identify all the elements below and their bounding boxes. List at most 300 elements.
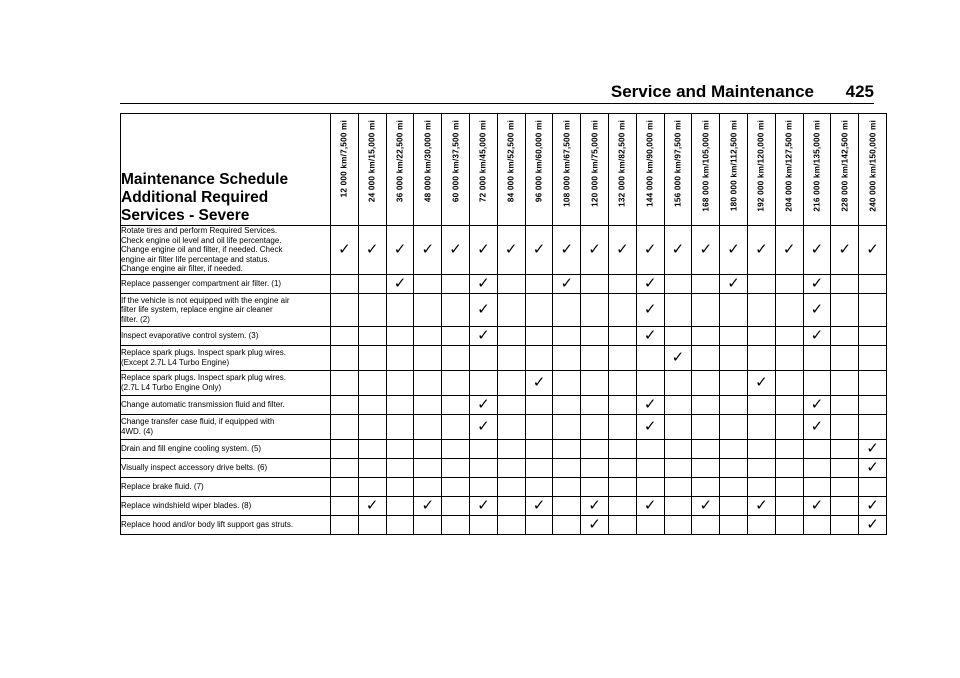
interval-header <box>775 114 803 226</box>
schedule-cell <box>442 226 470 275</box>
checkmark-icon: ✓ <box>643 495 657 514</box>
interval-header <box>831 114 859 226</box>
schedule-cell <box>497 226 525 275</box>
interval-header <box>636 114 664 226</box>
schedule-cell <box>386 395 414 414</box>
schedule-cell <box>581 274 609 293</box>
schedule-cell <box>414 293 442 326</box>
interval-header <box>692 114 720 226</box>
schedule-cell <box>386 370 414 395</box>
table-row <box>121 414 887 439</box>
schedule-cell <box>859 274 887 293</box>
schedule-cell <box>747 477 775 496</box>
schedule-cell <box>859 226 887 275</box>
checkmark-icon: ✓ <box>727 239 740 258</box>
schedule-cell <box>414 274 442 293</box>
section-title: Service and Maintenance <box>610 82 814 101</box>
checkmark-icon: ✓ <box>588 495 601 514</box>
table-title: Maintenance Schedule Additional Required Services - Severe <box>121 171 289 224</box>
schedule-cell <box>553 395 581 414</box>
checkmark-icon: ✓ <box>866 514 879 533</box>
schedule-cell <box>386 477 414 496</box>
checkmark-icon: ✓ <box>393 273 407 292</box>
schedule-cell <box>581 458 609 477</box>
schedule-cell <box>831 439 859 458</box>
schedule-cell <box>581 395 609 414</box>
schedule-cell <box>497 326 525 345</box>
schedule-cell <box>859 395 887 414</box>
schedule-cell <box>747 458 775 477</box>
schedule-cell <box>525 345 553 370</box>
interval-label: 192 000 km/120,000 mi <box>756 120 766 212</box>
page-number: 425 <box>845 82 874 101</box>
checkmark-icon: ✓ <box>477 394 490 413</box>
schedule-cell <box>720 370 748 395</box>
schedule-cell <box>358 395 386 414</box>
schedule-cell <box>358 414 386 439</box>
schedule-cell <box>831 458 859 477</box>
schedule-cell <box>442 274 470 293</box>
schedule-cell <box>553 496 581 515</box>
schedule-cell <box>553 293 581 326</box>
schedule-cell <box>831 326 859 345</box>
schedule-cell <box>720 293 748 326</box>
interval-label: 72 000 km/45,000 mi <box>478 120 488 203</box>
checkmark-icon: ✓ <box>477 325 490 344</box>
schedule-cell <box>747 439 775 458</box>
interval-header <box>358 114 386 226</box>
page-header <box>120 80 874 104</box>
schedule-cell <box>469 326 497 345</box>
checkmark-icon: ✓ <box>755 372 768 391</box>
schedule-cell <box>386 458 414 477</box>
schedule-cell <box>831 293 859 326</box>
table-row <box>121 345 887 370</box>
schedule-cell <box>608 326 636 345</box>
schedule-cell <box>664 414 692 439</box>
schedule-cell <box>608 226 636 275</box>
checkmark-icon: ✓ <box>643 273 657 292</box>
checkmark-icon: ✓ <box>477 273 490 292</box>
schedule-cell <box>386 293 414 326</box>
schedule-cell <box>358 439 386 458</box>
schedule-cell <box>358 370 386 395</box>
table-row <box>121 293 887 326</box>
schedule-cell <box>331 414 359 439</box>
interval-header <box>581 114 609 226</box>
schedule-cell <box>664 395 692 414</box>
schedule-cell <box>775 226 803 275</box>
schedule-cell <box>720 458 748 477</box>
checkmark-icon: ✓ <box>810 325 824 344</box>
schedule-cell <box>692 477 720 496</box>
schedule-cell <box>553 458 581 477</box>
schedule-cell <box>720 515 748 534</box>
checkmark-icon: ✓ <box>421 495 435 514</box>
schedule-cell <box>497 345 525 370</box>
schedule-cell <box>608 477 636 496</box>
schedule-cell <box>358 515 386 534</box>
header-rule <box>120 103 874 104</box>
schedule-cell <box>358 326 386 345</box>
interval-header-row <box>121 114 887 226</box>
checkmark-icon: ✓ <box>866 239 879 258</box>
checkmark-icon: ✓ <box>560 273 574 292</box>
checkmark-icon: ✓ <box>810 495 824 514</box>
schedule-cell <box>720 274 748 293</box>
schedule-cell <box>747 414 775 439</box>
checkmark-icon: ✓ <box>643 416 657 435</box>
checkmark-icon: ✓ <box>810 239 824 258</box>
schedule-cell <box>525 477 553 496</box>
schedule-cell <box>497 293 525 326</box>
schedule-cell <box>803 370 831 395</box>
schedule-cell <box>414 439 442 458</box>
schedule-cell <box>581 439 609 458</box>
schedule-cell <box>747 293 775 326</box>
schedule-cell <box>775 458 803 477</box>
schedule-cell <box>803 274 831 293</box>
schedule-cell <box>414 414 442 439</box>
schedule-cell <box>414 370 442 395</box>
schedule-cell <box>775 370 803 395</box>
checkmark-icon: ✓ <box>532 495 546 514</box>
schedule-cell <box>636 477 664 496</box>
schedule-cell <box>553 439 581 458</box>
interval-header <box>747 114 775 226</box>
checkmark-icon: ✓ <box>671 347 685 366</box>
checkmark-icon: ✓ <box>477 416 490 435</box>
table-row <box>121 274 887 293</box>
interval-label: 144 000 km/90,000 mi <box>645 120 655 207</box>
checkmark-icon: ✓ <box>588 239 601 258</box>
service-description: Rotate tires and perform Required Services. Check engine oil level and oil life percentage. Change engine oil and filter, if needed. Check engine air filter life percentage and status. Change engine air filter, if needed. <box>121 226 331 275</box>
schedule-cell <box>608 515 636 534</box>
schedule-cell <box>608 496 636 515</box>
service-description: Replace windshield wiper blades. (8) <box>121 496 331 515</box>
schedule-cell <box>442 395 470 414</box>
checkmark-icon: ✓ <box>504 239 518 258</box>
schedule-cell <box>553 414 581 439</box>
schedule-cell <box>636 458 664 477</box>
schedule-cell <box>581 345 609 370</box>
schedule-cell <box>636 345 664 370</box>
interval-label: 228 000 km/142,500 mi <box>840 120 850 212</box>
schedule-cell <box>720 226 748 275</box>
checkmark-icon: ✓ <box>421 239 435 258</box>
service-description: Inspect evaporative control system. (3) <box>121 326 331 345</box>
schedule-cell <box>831 515 859 534</box>
schedule-cell <box>692 439 720 458</box>
table-row <box>121 477 887 496</box>
schedule-cell <box>414 395 442 414</box>
schedule-cell <box>859 477 887 496</box>
schedule-cell <box>331 458 359 477</box>
schedule-cell <box>664 226 692 275</box>
schedule-cell <box>386 274 414 293</box>
service-description: Change transfer case fluid, if equipped with 4WD. (4) <box>121 414 331 439</box>
schedule-cell <box>553 274 581 293</box>
checkmark-icon: ✓ <box>643 299 657 318</box>
schedule-cell <box>581 477 609 496</box>
schedule-cell <box>497 274 525 293</box>
schedule-cell <box>747 496 775 515</box>
schedule-cell <box>747 370 775 395</box>
schedule-cell <box>692 293 720 326</box>
schedule-cell <box>414 477 442 496</box>
table-row <box>121 515 887 534</box>
schedule-cell <box>497 395 525 414</box>
schedule-cell <box>414 458 442 477</box>
schedule-cell <box>608 370 636 395</box>
schedule-cell <box>859 515 887 534</box>
checkmark-icon: ✓ <box>727 273 740 292</box>
schedule-cell <box>386 345 414 370</box>
schedule-cell <box>581 226 609 275</box>
schedule-cell <box>664 439 692 458</box>
schedule-cell <box>469 439 497 458</box>
schedule-cell <box>497 496 525 515</box>
schedule-cell <box>803 458 831 477</box>
schedule-cell <box>386 326 414 345</box>
checkmark-icon: ✓ <box>393 239 407 258</box>
interval-label: 108 000 km/67,500 mi <box>562 120 572 207</box>
schedule-cell <box>331 345 359 370</box>
schedule-cell <box>720 496 748 515</box>
schedule-cell <box>414 326 442 345</box>
schedule-cell <box>331 226 359 275</box>
interval-header <box>553 114 581 226</box>
checkmark-icon: ✓ <box>699 495 713 514</box>
checkmark-icon: ✓ <box>810 416 824 435</box>
schedule-cell <box>608 345 636 370</box>
schedule-cell <box>859 458 887 477</box>
schedule-cell <box>331 496 359 515</box>
schedule-cell <box>442 496 470 515</box>
service-description: Replace passenger compartment air filter. (1) <box>121 274 331 293</box>
service-description: Replace spark plugs. Inspect spark plug wires. (Except 2.7L L4 Turbo Engine) <box>121 345 331 370</box>
schedule-cell <box>692 345 720 370</box>
schedule-cell <box>747 395 775 414</box>
interval-label: 216 000 km/135,000 mi <box>812 120 822 212</box>
schedule-cell <box>525 439 553 458</box>
service-description: Visually inspect accessory drive belts. (6) <box>121 458 331 477</box>
schedule-cell <box>664 515 692 534</box>
checkmark-icon: ✓ <box>838 239 852 258</box>
interval-header <box>525 114 553 226</box>
schedule-cell <box>386 414 414 439</box>
schedule-cell <box>664 293 692 326</box>
checkmark-icon: ✓ <box>449 239 462 258</box>
interval-label: 24 000 km/15,000 mi <box>367 120 377 203</box>
checkmark-icon: ✓ <box>810 394 824 413</box>
checkmark-icon: ✓ <box>810 299 824 318</box>
table-row <box>121 370 887 395</box>
schedule-cell <box>803 326 831 345</box>
service-description: Replace hood and/or body lift support gas struts. <box>121 515 331 534</box>
checkmark-icon: ✓ <box>532 239 546 258</box>
interval-label: 48 000 km/30,000 mi <box>423 120 433 203</box>
maintenance-schedule-table <box>120 113 887 535</box>
checkmark-icon: ✓ <box>616 239 629 258</box>
schedule-cell <box>803 395 831 414</box>
schedule-cell <box>692 226 720 275</box>
schedule-cell <box>859 414 887 439</box>
schedule-cell <box>636 515 664 534</box>
schedule-cell <box>469 414 497 439</box>
schedule-cell <box>775 395 803 414</box>
schedule-cell <box>859 293 887 326</box>
checkmark-icon: ✓ <box>866 438 879 457</box>
checkmark-icon: ✓ <box>643 239 657 258</box>
service-description: Drain and fill engine cooling system. (5) <box>121 439 331 458</box>
schedule-cell <box>581 414 609 439</box>
schedule-cell <box>331 326 359 345</box>
schedule-cell <box>525 326 553 345</box>
interval-label: 240 000 km/150,000 mi <box>868 120 878 212</box>
schedule-cell <box>636 414 664 439</box>
schedule-cell <box>414 345 442 370</box>
service-description: Replace spark plugs. Inspect spark plug wires. (2.7L L4 Turbo Engine Only) <box>121 370 331 395</box>
schedule-cell <box>803 345 831 370</box>
table-title-cell <box>121 114 331 226</box>
schedule-cell <box>775 414 803 439</box>
schedule-cell <box>692 515 720 534</box>
interval-label: 156 000 km/97,500 mi <box>673 120 683 207</box>
schedule-cell <box>692 496 720 515</box>
schedule-cell <box>469 515 497 534</box>
schedule-cell <box>331 515 359 534</box>
schedule-cell <box>581 515 609 534</box>
schedule-cell <box>553 226 581 275</box>
schedule-cell <box>664 477 692 496</box>
interval-header <box>414 114 442 226</box>
interval-label: 60 000 km/37,500 mi <box>451 120 461 203</box>
schedule-cell <box>469 293 497 326</box>
schedule-cell <box>358 293 386 326</box>
checkmark-icon: ✓ <box>365 495 379 514</box>
schedule-cell <box>386 515 414 534</box>
schedule-cell <box>414 226 442 275</box>
schedule-cell <box>747 226 775 275</box>
checkmark-icon: ✓ <box>810 273 824 292</box>
schedule-cell <box>608 395 636 414</box>
schedule-cell <box>553 370 581 395</box>
checkmark-icon: ✓ <box>643 325 657 344</box>
schedule-cell <box>358 458 386 477</box>
schedule-cell <box>692 326 720 345</box>
schedule-cell <box>414 515 442 534</box>
interval-header <box>803 114 831 226</box>
schedule-cell <box>803 226 831 275</box>
schedule-cell <box>859 370 887 395</box>
schedule-cell <box>469 496 497 515</box>
schedule-cell <box>692 274 720 293</box>
schedule-cell <box>581 326 609 345</box>
interval-header <box>497 114 525 226</box>
schedule-cell <box>775 515 803 534</box>
interval-label: 12 000 km/7,500 mi <box>339 120 349 198</box>
schedule-cell <box>497 414 525 439</box>
schedule-cell <box>386 439 414 458</box>
schedule-cell <box>831 395 859 414</box>
schedule-cell <box>442 345 470 370</box>
schedule-cell <box>720 326 748 345</box>
schedule-cell <box>358 226 386 275</box>
checkmark-icon: ✓ <box>338 239 351 258</box>
schedule-cell <box>497 515 525 534</box>
interval-header <box>664 114 692 226</box>
schedule-cell <box>859 345 887 370</box>
schedule-cell <box>525 370 553 395</box>
schedule-cell <box>775 477 803 496</box>
table-row <box>121 326 887 345</box>
schedule-cell <box>581 293 609 326</box>
schedule-cell <box>414 496 442 515</box>
schedule-cell <box>636 293 664 326</box>
interval-header <box>859 114 887 226</box>
schedule-cell <box>664 345 692 370</box>
schedule-cell <box>553 345 581 370</box>
schedule-cell <box>636 370 664 395</box>
checkmark-icon: ✓ <box>755 239 768 258</box>
checkmark-icon: ✓ <box>699 239 713 258</box>
schedule-cell <box>469 458 497 477</box>
schedule-cell <box>803 293 831 326</box>
schedule-cell <box>831 274 859 293</box>
interval-header <box>386 114 414 226</box>
schedule-cell <box>497 370 525 395</box>
checkmark-icon: ✓ <box>782 239 796 258</box>
schedule-cell <box>859 326 887 345</box>
schedule-cell <box>664 370 692 395</box>
schedule-cell <box>497 439 525 458</box>
schedule-cell <box>358 274 386 293</box>
schedule-cell <box>469 370 497 395</box>
schedule-cell <box>747 345 775 370</box>
schedule-cell <box>636 395 664 414</box>
interval-label: 120 000 km/75,000 mi <box>590 120 600 207</box>
schedule-cell <box>331 370 359 395</box>
schedule-cell <box>803 477 831 496</box>
schedule-cell <box>469 226 497 275</box>
schedule-cell <box>775 439 803 458</box>
schedule-cell <box>469 395 497 414</box>
table-row <box>121 439 887 458</box>
interval-header <box>720 114 748 226</box>
checkmark-icon: ✓ <box>532 372 546 391</box>
schedule-cell <box>525 293 553 326</box>
schedule-cell <box>636 326 664 345</box>
interval-label: 132 000 km/82,500 mi <box>617 120 627 207</box>
schedule-cell <box>608 414 636 439</box>
schedule-cell <box>331 395 359 414</box>
interval-header <box>442 114 470 226</box>
schedule-cell <box>608 293 636 326</box>
schedule-cell <box>859 439 887 458</box>
schedule-cell <box>636 226 664 275</box>
schedule-cell <box>608 458 636 477</box>
schedule-cell <box>859 496 887 515</box>
schedule-cell <box>331 439 359 458</box>
schedule-cell <box>831 477 859 496</box>
schedule-cell <box>803 439 831 458</box>
schedule-cell <box>664 496 692 515</box>
checkmark-icon: ✓ <box>560 239 574 258</box>
checkmark-icon: ✓ <box>866 495 879 514</box>
schedule-cell <box>525 226 553 275</box>
schedule-cell <box>720 395 748 414</box>
